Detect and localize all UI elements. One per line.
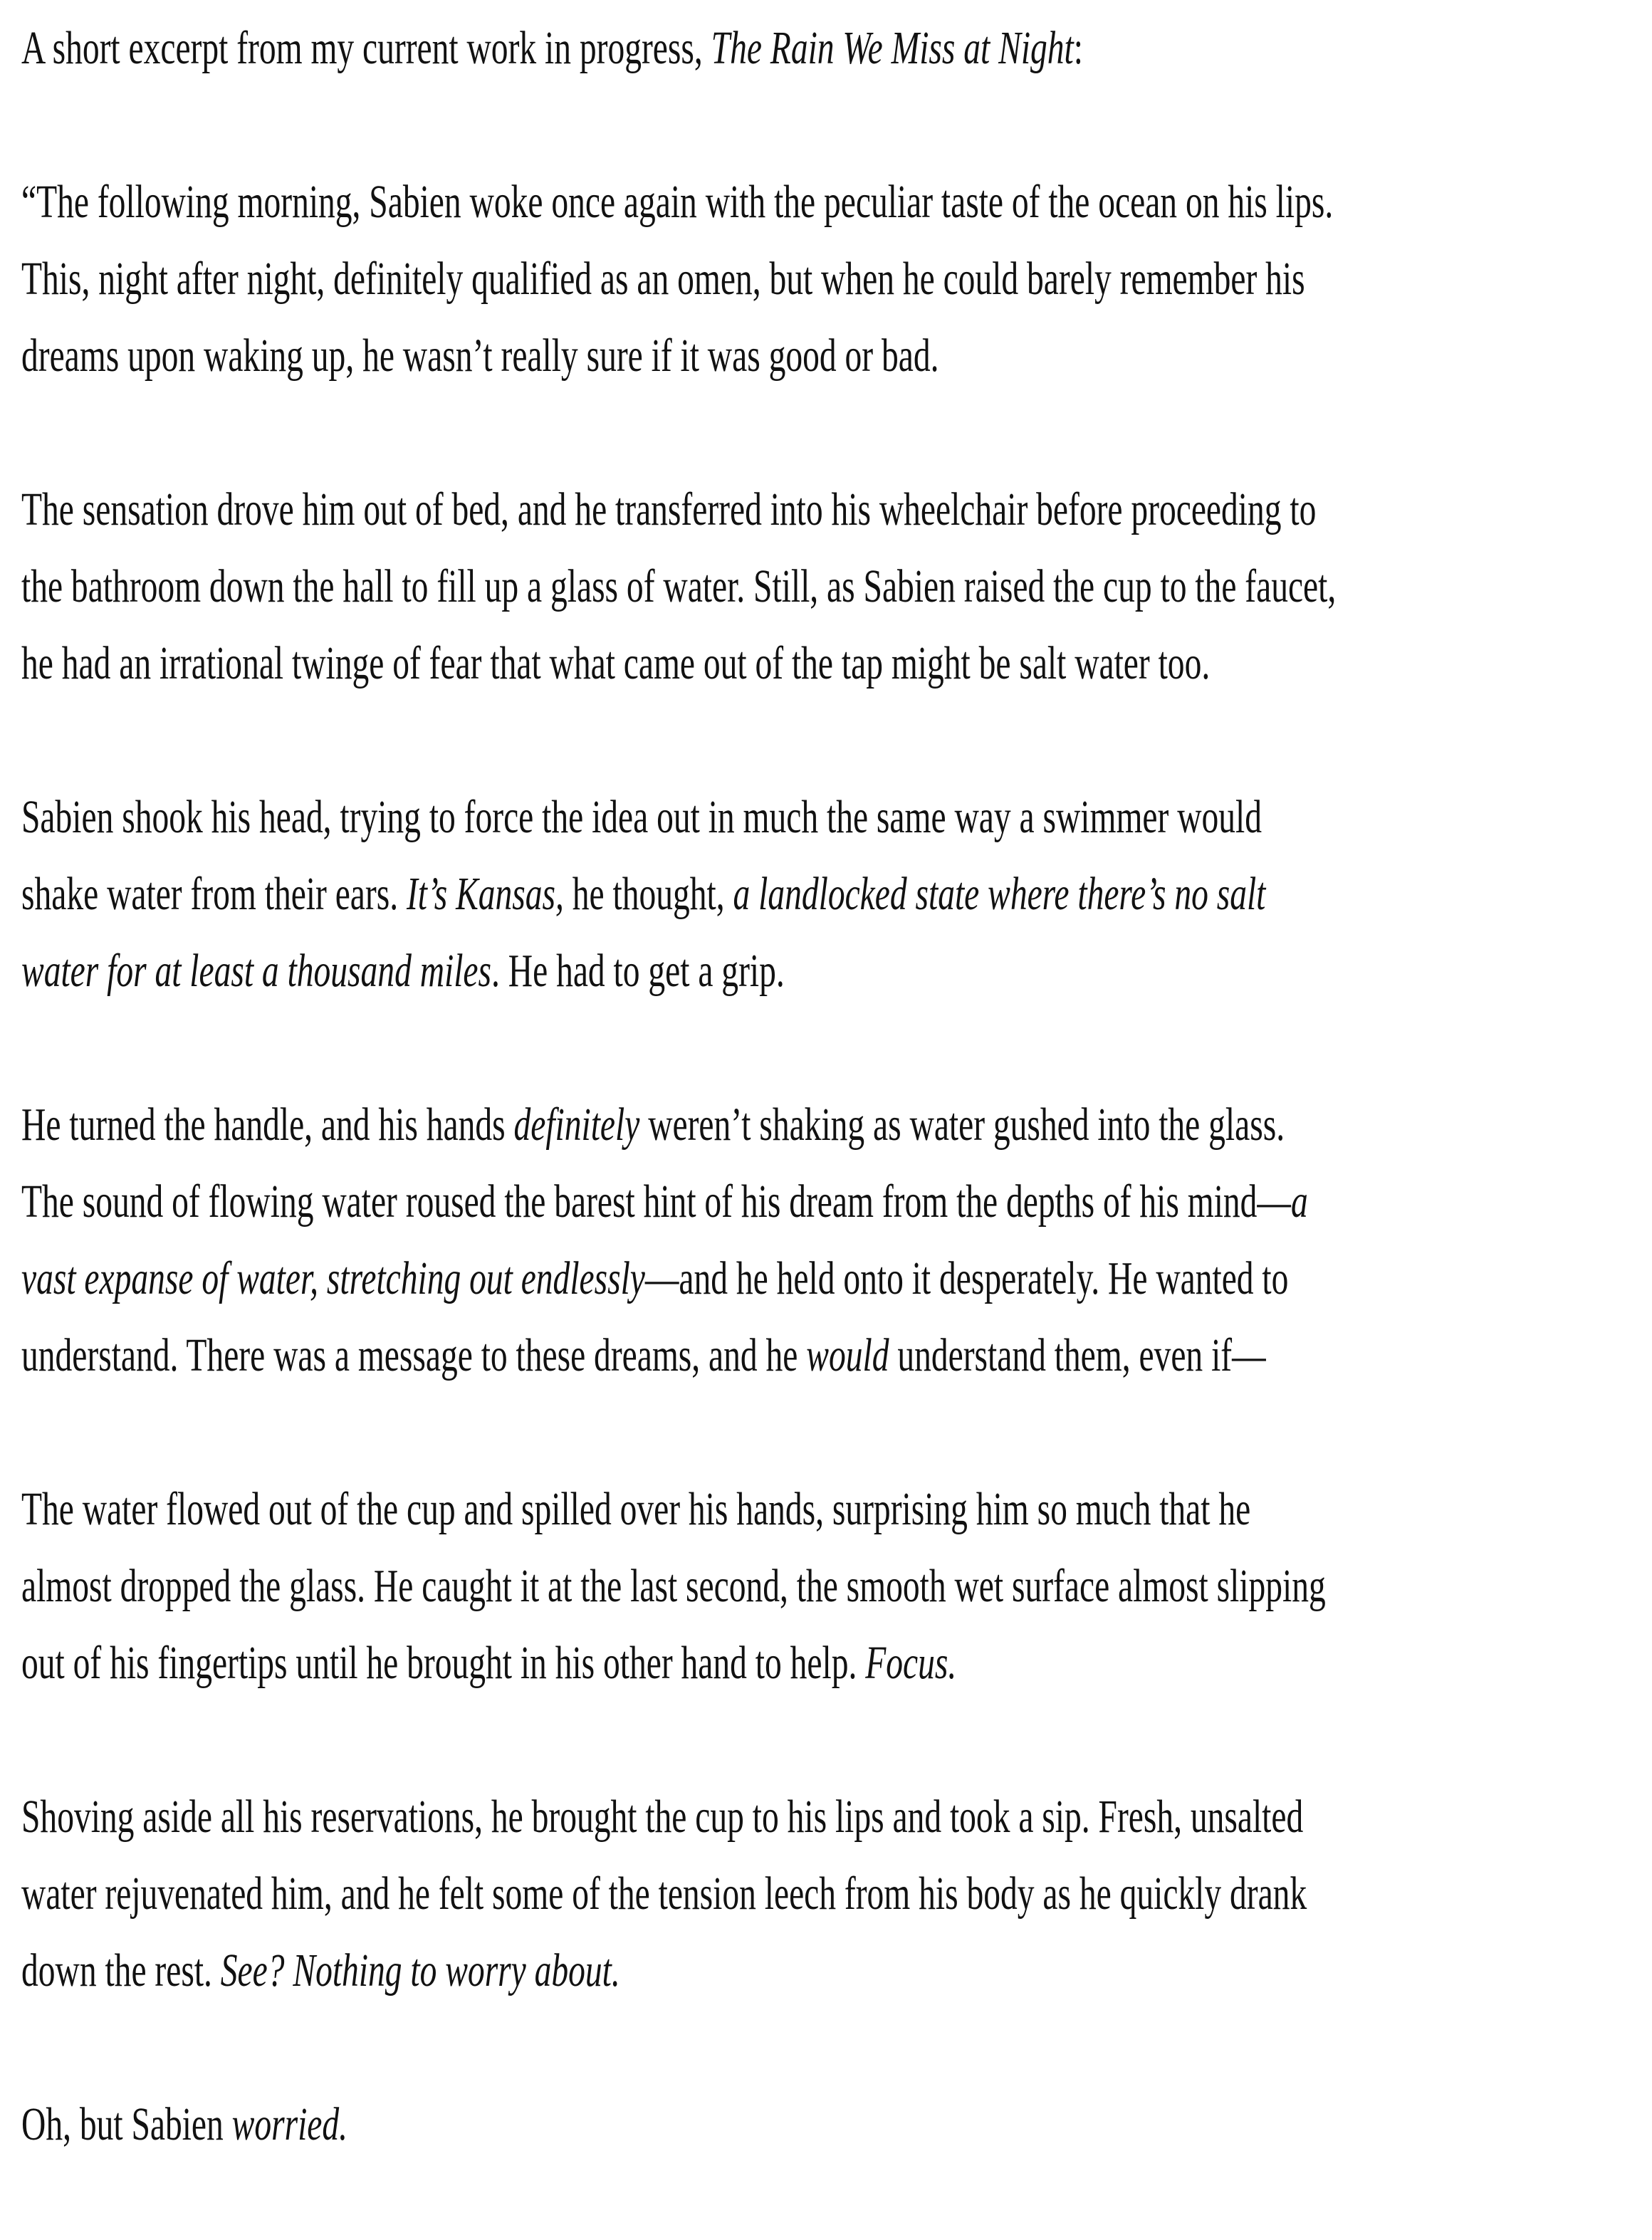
text-run: The water flowed out of the cup and spilled over his hands, surprising him so much that he	[21, 1483, 1251, 1535]
text-line	[21, 1932, 1645, 2009]
text-run: understand them, even if—	[889, 1329, 1266, 1381]
text-run: water rejuvenated him, and he felt some of the tension leech from his body as he quickly drank	[21, 1868, 1307, 1920]
excerpt-paragraph	[21, 164, 1645, 394]
italic-text: would	[806, 1329, 889, 1381]
italic-text: It’s Kansas,	[406, 868, 564, 920]
text-line	[21, 856, 1645, 933]
intro-line	[21, 10, 1645, 87]
text-run: The sensation drove him out of bed, and he transferred into his wheelchair before proceeding to	[21, 483, 1317, 535]
text-line	[21, 548, 1645, 625]
text-line	[21, 241, 1645, 318]
italic-text: a	[1290, 1176, 1308, 1228]
text-run: Oh, but Sabien	[21, 2098, 232, 2150]
excerpt-body	[21, 10, 1645, 2163]
intro-paragraph	[21, 10, 1645, 87]
text-run: “The following morning, Sabien woke once again with the peculiar taste of the ocean on his lips.	[21, 176, 1334, 228]
text-line	[21, 625, 1645, 702]
italic-text: definitely	[513, 1099, 640, 1151]
excerpt-paragraph	[21, 779, 1645, 1010]
text-run: This, night after night, definitely qualified as an omen, but when he could barely remember his	[21, 253, 1305, 305]
text-line	[21, 164, 1645, 241]
italic-text: Focus.	[865, 1637, 957, 1689]
text-run: down the rest.	[21, 1945, 221, 1996]
excerpt-paragraphs	[21, 164, 1645, 2163]
text-run: the bathroom down the hall to fill up a glass of water. Still, as Sabien raised the cup to the faucet,	[21, 560, 1337, 612]
text-run: almost dropped the glass. He caught it at the last second, the smooth wet surface almost slipping	[21, 1560, 1326, 1612]
italic-text: a landlocked state where there’s no salt	[733, 868, 1266, 920]
text-run: He turned the handle, and his hands	[21, 1099, 514, 1151]
excerpt-paragraph	[21, 1087, 1645, 1394]
text-run: . He had to get a grip.	[491, 945, 785, 997]
text-run: out of his fingertips until he brought in his other hand to help.	[21, 1637, 866, 1689]
text-line	[21, 1087, 1645, 1163]
text-run: Sabien shook his head, trying to force the idea out in much the same way a swimmer would	[21, 791, 1262, 843]
text-run: shake water from their ears.	[21, 868, 407, 920]
text-run: Shoving aside all his reservations, he brought the cup to his lips and took a sip. Fresh, unsalted	[21, 1791, 1304, 1843]
excerpt-paragraph	[21, 471, 1645, 702]
text-line	[21, 1471, 1645, 1548]
intro-text: A short excerpt from my current work in progress,	[21, 22, 711, 74]
text-line	[21, 1240, 1645, 1317]
excerpt-paragraph	[21, 1471, 1645, 1702]
intro-colon: :	[1073, 22, 1083, 74]
italic-text: worried.	[231, 2098, 348, 2150]
text-line	[21, 933, 1645, 1010]
text-line	[21, 1779, 1645, 1856]
italic-text: vast expanse of water, stretching out endlessly	[21, 1252, 645, 1304]
text-line	[21, 318, 1645, 394]
text-run: The sound of flowing water roused the barest hint of his dream from the depths of his mind—	[21, 1176, 1291, 1228]
text-line	[21, 2086, 1645, 2163]
text-run: dreams upon waking up, he wasn’t really sure if it was good or bad.	[21, 330, 939, 382]
excerpt-paragraph	[21, 2086, 1645, 2163]
book-title: The Rain We Miss at Night	[711, 22, 1074, 74]
italic-text: water for at least a thousand miles	[21, 945, 492, 997]
text-line	[21, 1163, 1645, 1240]
text-line	[21, 1856, 1645, 1932]
text-run: he had an irrational twinge of fear that what came out of the tap might be salt water too.	[21, 637, 1211, 689]
text-run: —and he held onto it desperately. He wanted to	[644, 1252, 1289, 1304]
text-line	[21, 1317, 1645, 1394]
text-run: he thought,	[563, 868, 733, 920]
text-line	[21, 1548, 1645, 1625]
text-line	[21, 779, 1645, 856]
text-line	[21, 1625, 1645, 1702]
excerpt-paragraph	[21, 1779, 1645, 2009]
text-run: understand. There was a message to these dreams, and he	[21, 1329, 807, 1381]
text-run: weren’t shaking as water gushed into the glass.	[639, 1099, 1285, 1151]
document-page	[21, 10, 1645, 2240]
text-line	[21, 471, 1645, 548]
italic-text: See? Nothing to worry about.	[220, 1945, 620, 1996]
